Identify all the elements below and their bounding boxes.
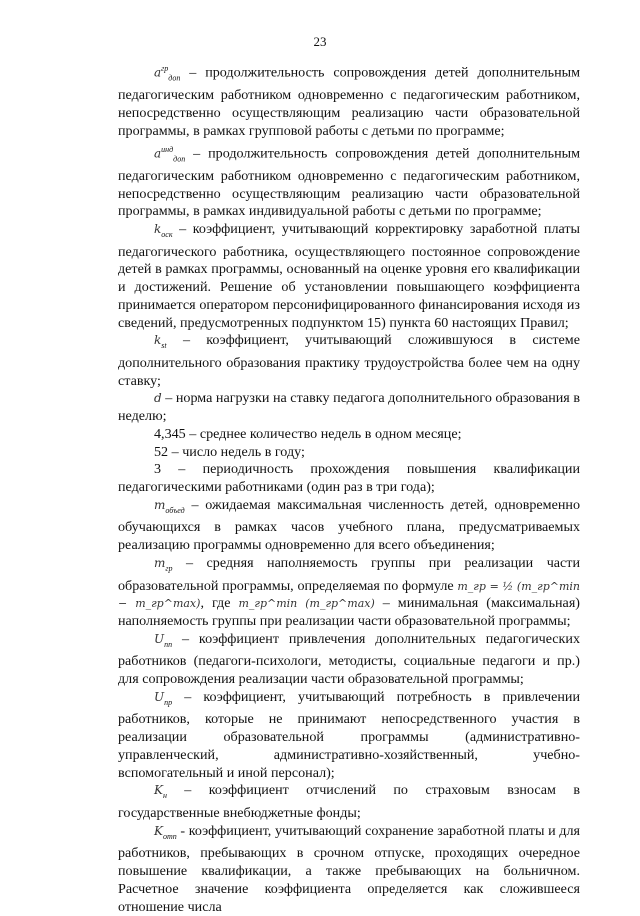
symbol: U [154,631,165,646]
definition-u-pp: $U_{пп}$ – коэффициент привлечения дополнительных педагогических работников (педагоги-психологи, методисты, социальные педагоги и пр.) для сопровождения реализации части образовательной программы; [118,630,580,688]
document-body [118,60,580,916]
formula: m_гр^min (m_гр^max) [238,597,375,611]
definition-m-gr: $m_{гр}$ – средняя наполняемость группы при реализации части образовательной программы, определяемая по формуле m_гр = ½ (m_гр^min − m_гр^max), где m_гр^min (m_гр^max) – минимальная (максимальная) наполняемость группы при реализации части образовательной программы; [118,554,580,629]
symbol: k [154,222,162,236]
symbol: a [154,65,162,80]
symbol: a [154,146,162,161]
symbol: K [154,783,163,798]
symbol: K [154,823,163,838]
definition-u-pr: $U_{пр}$ – коэффициент, учитывающий потребность в привлечении работников, которые не принимают непосредственного участия в реализации образовательной программы (административно-управленческий, административно-хозяйственный, учебно-вспомогательный и иной персонал); [118,688,580,781]
definition-k-n: $K_н$ – коэффициент отчислений по страховым взносам в государственные внебюджетные фонды; [118,782,580,821]
definition-weeks-year: 52 – число недель в году; [154,443,305,460]
definition-m-obyed: $m_{объед}$ – ожидаемая максимальная численность детей, одновременно обучающихся в рамках часов учебного плана, предусматриваемых реализацию программы одновременно для всего объединения; [118,496,580,554]
definition-weeks-month: 4,345 – среднее количество недель в одном месяце; [154,425,462,442]
formula: m_гр = ½ (m_гр^min − m_гр^max) [118,579,580,611]
definition-k-st: $k_{st}$ – коэффициент, учитывающий сложившуюся в системе дополнительного образования практику трудоустройства более чем на одну ставку; [118,332,580,389]
definition-k-osk: $k_{оск}$ – коэффициент, учитывающий корректировку заработной платы педагогического работника, осуществляющего постоянное сопровождение детей в рамках программы, основанный на оценке уровня его квалификации и достижений. Решение об установлении повышающего коэффициента принимается оператором персонифицированного финансирования исходя из сведений, предусмотренных подпунктом 15) пункта 60 настоящих Правил; [118,221,580,331]
definition-d: d – норма нагрузки на ставку педагога дополнительного образования в неделю; [118,390,580,425]
definition-a-group: $a^{гр}_{доп}$ – продолжительность сопровождения детей дополнительным педагогическим работником одновременно с педагогическим работником, непосредственно осуществляющим реализацию части образовательной программы, в рамках групповой работы с детьми по программе; [118,64,580,139]
page-number: 23 [313,34,327,49]
symbol: m [154,497,166,512]
symbol: U [154,689,165,704]
definition-k-otp: $K_{отп}$ - коэффициент, учитывающий сохранение заработной платы и для работников, пребывающих в срочном отпуске, проходящих очередное повышение квалификации, а также пребывающих на больничном. Расчетное значение коэффициента определяется как сложившееся отношение числа [118,822,580,915]
symbol: m [154,555,166,570]
definition-periodicity: 3 – периодичность прохождения повышения квалификации педагогическими работниками (один раз в три года); [118,461,580,496]
definition-a-individual: $a^{инд}_{доп}$ – продолжительность сопровождения детей дополнительным педагогическим работником одновременно с педагогическим работником, непосредственно осуществляющим реализацию части образовательной программы, в рамках индивидуальной работы с детьми по программе; [118,144,580,220]
symbol: d [154,391,162,406]
symbol: k [154,333,162,348]
